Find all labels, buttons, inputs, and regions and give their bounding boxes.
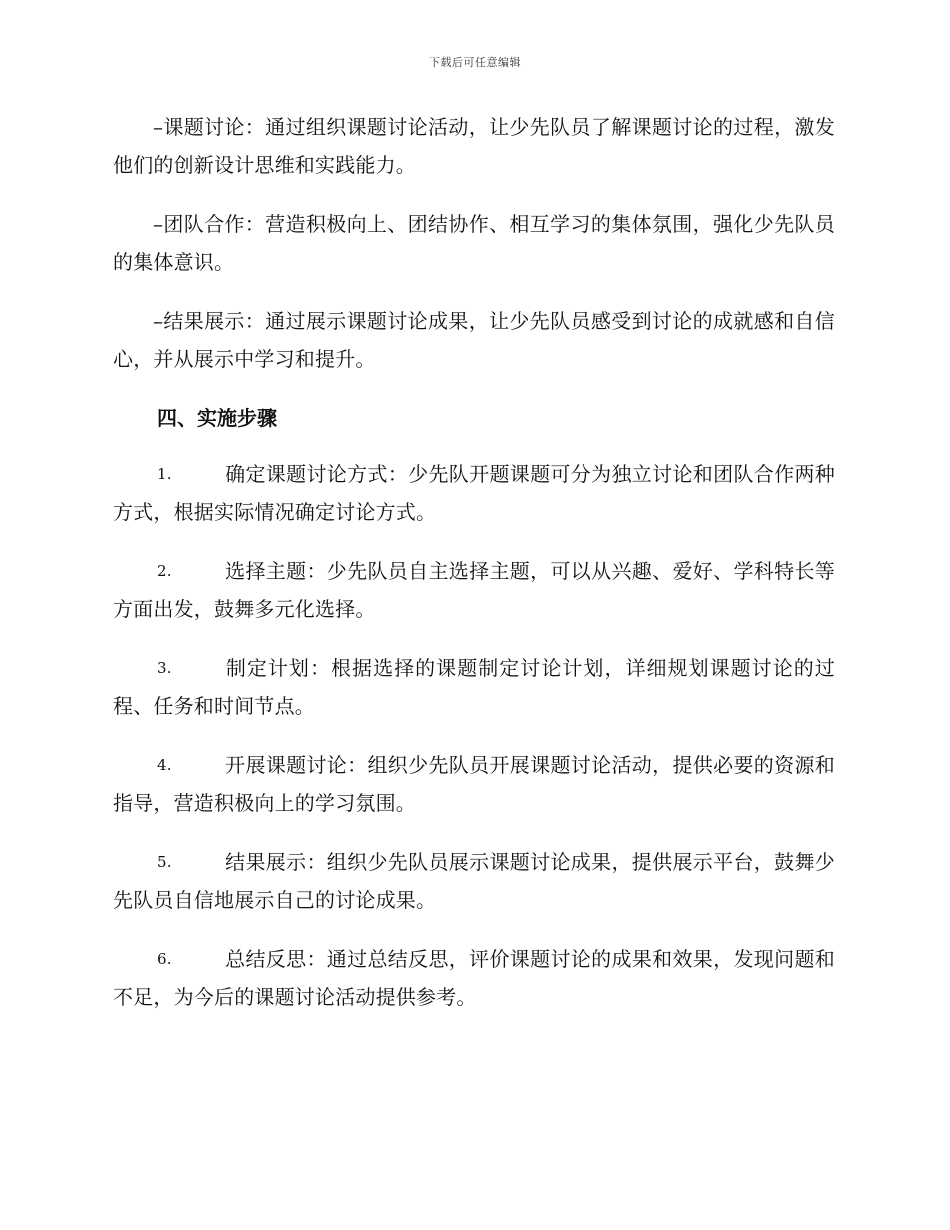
section-heading: 四、实施步骤 [157,406,277,430]
step-text: 选择主题：少先队员自主选择主题，可以从兴趣、爱好、学科特长等方面出发，鼓舞多元化选择。 [113,559,835,621]
step-text: 开展课题讨论：组织少先队员开展课题讨论活动，提供必要的资源和指导，营造积极向上的学习氛围。 [113,753,835,815]
page-header-note: 下载后可任意编辑 [429,56,521,69]
step-text: 确定课题讨论方式：少先队开题课题可分为独立讨论和团队合作两种方式，根据实际情况确定讨论方式。 [113,462,835,524]
intro-item-discussion: –课题讨论：通过组织课题讨论活动，让少先队员了解课题讨论的过程，激发他们的创新设计思维和实践能力。 [113,115,835,177]
step-item [113,649,835,725]
step-text: 制定计划：根据选择的课题制定讨论计划，详细规划课题讨论的过程、任务和时间节点。 [113,656,835,718]
step-number: 5. [157,853,172,871]
document-body [113,108,835,1037]
step-item [113,746,835,822]
step-item [113,843,835,919]
step-number: 4. [157,756,172,774]
step-number: 6. [157,950,172,968]
step-item [113,940,835,1016]
step-item [113,552,835,628]
step-number: 3. [157,659,172,677]
step-number: 2. [157,562,172,580]
step-number: 1. [157,465,172,483]
step-text: 结果展示：组织少先队员展示课题讨论成果，提供展示平台，鼓舞少先队员自信地展示自己的讨论成果。 [113,850,835,912]
intro-item-showcase: –结果展示：通过展示课题讨论成果，让少先队员感受到讨论的成就感和自信心，并从展示中学习和提升。 [113,309,835,371]
step-text: 总结反思：通过总结反思，评价课题讨论的成果和效果，发现问题和不足，为今后的课题讨论活动提供参考。 [113,947,835,1009]
intro-item-teamwork: –团队合作：营造积极向上、团结协作、相互学习的集体氛围，强化少先队员的集体意识。 [113,212,835,274]
step-item [113,455,835,531]
